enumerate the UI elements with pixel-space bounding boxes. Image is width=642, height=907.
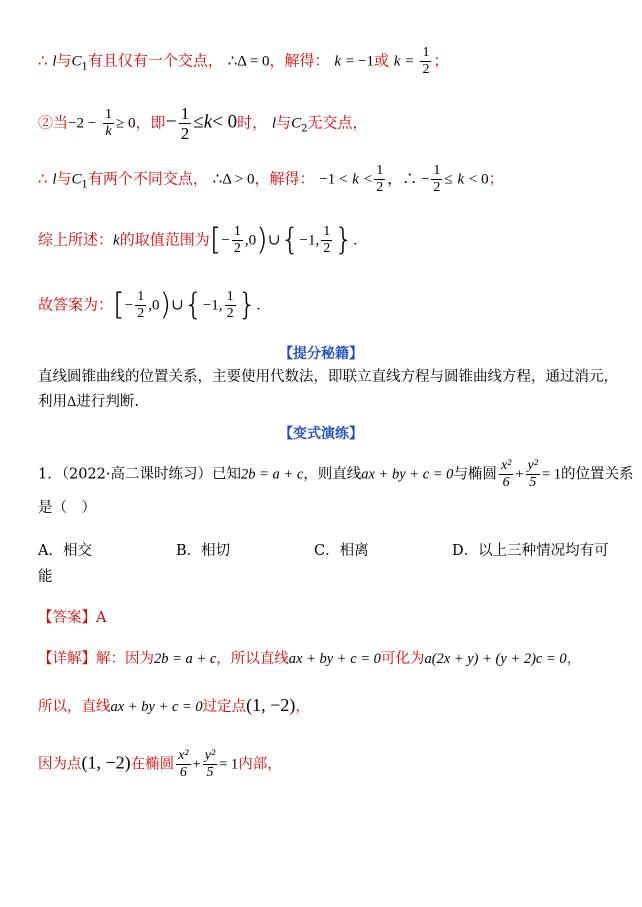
fraction bbox=[103, 107, 114, 140]
right-brace: } bbox=[237, 287, 257, 323]
answer-label: 【答案】 bbox=[38, 610, 96, 626]
section-heading-practice: 【变式演练】 bbox=[279, 426, 363, 442]
fraction bbox=[225, 289, 236, 322]
numerator: 1 bbox=[137, 289, 145, 304]
answer bbox=[38, 607, 106, 629]
fraction bbox=[179, 104, 192, 143]
math: ∪ bbox=[267, 232, 281, 249]
numerator: x² bbox=[500, 458, 512, 473]
math: ≥ 0 bbox=[115, 115, 136, 132]
option-d-continued: 能 bbox=[38, 569, 53, 585]
var-k: k bbox=[457, 171, 465, 188]
math: = 1 bbox=[541, 466, 562, 483]
numerator: 1 bbox=[233, 224, 241, 239]
text: ， bbox=[295, 699, 310, 715]
text: ，所以直线 bbox=[216, 651, 289, 667]
text: ，解得： bbox=[254, 169, 315, 188]
var-l: l bbox=[52, 53, 57, 70]
numerator: 1 bbox=[180, 104, 190, 123]
math: ∴Δ = 0 bbox=[227, 53, 270, 70]
detail-line-1 bbox=[38, 648, 581, 670]
var-k: k bbox=[334, 53, 341, 70]
math: −1 < bbox=[319, 171, 348, 188]
math: ∴Δ > 0 bbox=[212, 171, 255, 188]
numerator: y² bbox=[204, 748, 216, 763]
text: ，即 bbox=[135, 113, 166, 132]
text: 利用 bbox=[38, 394, 67, 410]
text: 在椭圆 bbox=[130, 756, 175, 773]
math: = bbox=[405, 53, 414, 70]
subscript: 1 bbox=[81, 61, 88, 73]
math: ,0 bbox=[244, 232, 257, 249]
math: ∪ bbox=[171, 297, 184, 314]
numerator: 1 bbox=[226, 289, 234, 304]
text: 内部， bbox=[238, 756, 282, 773]
detail-line-2 bbox=[38, 694, 310, 718]
answer-value: A bbox=[96, 610, 107, 626]
math: = −1 bbox=[345, 53, 374, 70]
fraction bbox=[526, 458, 540, 491]
numerator: x² bbox=[178, 748, 189, 763]
fraction bbox=[499, 458, 513, 491]
text: ，则直线 bbox=[303, 466, 362, 483]
text: 无交点， bbox=[307, 113, 368, 132]
therefore-symbol: ∴ bbox=[38, 169, 48, 188]
denominator: 2 bbox=[233, 241, 241, 256]
denominator: 6 bbox=[179, 765, 187, 780]
denominator: 6 bbox=[502, 475, 510, 490]
text: 与 bbox=[276, 113, 292, 132]
fraction bbox=[321, 224, 332, 257]
section-heading-tips: 【提分秘籍】 bbox=[279, 346, 363, 362]
numerator: 1 bbox=[422, 45, 430, 60]
var-k: k bbox=[352, 171, 359, 188]
text: ， bbox=[566, 651, 582, 667]
denominator: 2 bbox=[422, 62, 430, 77]
math: 2b = a + c bbox=[154, 651, 217, 667]
fraction bbox=[431, 163, 442, 196]
question-1-line-1 bbox=[38, 458, 634, 491]
math: − bbox=[124, 297, 134, 314]
right-paren: ) bbox=[256, 222, 268, 258]
math: + bbox=[192, 756, 201, 773]
var-l: l bbox=[52, 171, 57, 188]
denominator: 2 bbox=[323, 241, 331, 256]
denominator: 2 bbox=[433, 180, 441, 195]
numerator: 1 bbox=[104, 107, 112, 122]
text: 综上所述： bbox=[38, 230, 114, 249]
left-bracket: [ bbox=[113, 287, 125, 323]
option-d: D．以上三种情况均有可 bbox=[452, 543, 609, 559]
var-l: l bbox=[271, 115, 277, 132]
text: 与 bbox=[56, 51, 72, 70]
detail-label: 【详解】 bbox=[38, 651, 96, 667]
option-a: A．相交 bbox=[38, 543, 92, 559]
detail-line-3 bbox=[38, 748, 282, 781]
right-brace: } bbox=[334, 222, 354, 258]
text: 因为点 bbox=[38, 756, 82, 773]
denominator: 5 bbox=[206, 765, 214, 780]
math: < 0 bbox=[468, 171, 489, 188]
text: 故答案为： bbox=[38, 295, 114, 314]
text: 可化为 bbox=[380, 651, 425, 667]
math: 2b = a + c bbox=[241, 466, 304, 483]
denominator: 2 bbox=[180, 124, 190, 143]
text: ②当 bbox=[38, 113, 69, 132]
text: 与 bbox=[56, 169, 72, 188]
tips-paragraph-line-1: 直线圆锥曲线的位置关系，主要使用代数法，即联立直线方程与圆锥曲线方程，通过消元， bbox=[38, 369, 618, 385]
math: + bbox=[515, 466, 524, 483]
text: ； bbox=[433, 51, 449, 70]
text: ； bbox=[488, 169, 504, 188]
text: 的位置关系 bbox=[561, 466, 634, 483]
var-c: C bbox=[71, 171, 82, 188]
math: ax + by + c = 0 bbox=[361, 466, 454, 483]
solution-line-1 bbox=[38, 45, 448, 79]
left-bracket: [ bbox=[209, 222, 222, 258]
math: ≤ bbox=[193, 111, 204, 133]
var-c: C bbox=[71, 53, 82, 70]
fraction bbox=[420, 45, 431, 78]
var-k: k bbox=[393, 53, 401, 70]
text: 有且仅有一个交点， bbox=[87, 51, 223, 70]
text: 与椭圆 bbox=[453, 466, 497, 483]
solution-line-4 bbox=[38, 224, 357, 257]
text: 或 bbox=[373, 51, 389, 70]
math: − bbox=[221, 232, 230, 249]
math: < 0 bbox=[212, 111, 238, 133]
left-brace: { bbox=[280, 222, 300, 258]
math: Δ bbox=[67, 394, 77, 410]
denominator: 2 bbox=[137, 306, 145, 321]
math: ax + by + c = 0 bbox=[288, 651, 381, 667]
solution-line-2 bbox=[38, 104, 367, 143]
text: 过定点 bbox=[202, 699, 247, 715]
math: < bbox=[363, 171, 373, 188]
math: ,0 bbox=[148, 297, 160, 314]
var-k: k bbox=[113, 232, 120, 249]
fraction bbox=[203, 748, 217, 781]
text: 时， bbox=[237, 113, 268, 132]
answer-line bbox=[38, 289, 260, 322]
text: 进行判断. bbox=[76, 394, 139, 410]
numerator: 1 bbox=[323, 224, 331, 239]
math: −1, bbox=[202, 297, 223, 314]
fraction bbox=[374, 163, 385, 196]
text: 的取值范围为 bbox=[119, 230, 210, 249]
question-1-line-2: 是（ ） bbox=[38, 500, 96, 516]
option-c: C．相离 bbox=[314, 543, 369, 559]
denominator: 2 bbox=[376, 180, 384, 195]
numerator: 1 bbox=[376, 163, 384, 178]
denominator: k bbox=[105, 124, 112, 139]
tips-paragraph-line-2 bbox=[38, 391, 139, 413]
fraction bbox=[135, 289, 146, 322]
math: = 1 bbox=[219, 756, 239, 773]
right-paren: ) bbox=[159, 287, 172, 323]
math: ≤ bbox=[444, 171, 453, 188]
math: a(2x + y) + (y + 2)c = 0 bbox=[424, 651, 567, 667]
question-text: 1．（2022·高二课时练习）已知 bbox=[38, 466, 241, 483]
math: . bbox=[256, 297, 261, 314]
math: . bbox=[353, 232, 358, 249]
denominator: 2 bbox=[226, 306, 234, 321]
fraction bbox=[232, 224, 243, 257]
var-c: C bbox=[291, 115, 302, 132]
math: ，∴ − bbox=[387, 171, 430, 188]
fraction bbox=[176, 748, 190, 781]
math: ax + by + c = 0 bbox=[110, 699, 203, 715]
text: ，解得： bbox=[269, 51, 330, 70]
math: − bbox=[165, 110, 177, 133]
math: −1, bbox=[299, 232, 320, 249]
subscript: 1 bbox=[81, 179, 88, 191]
text: 解：因为 bbox=[96, 651, 154, 667]
option-b: B．相切 bbox=[176, 543, 231, 559]
text: 有两个不同交点， bbox=[87, 169, 208, 188]
numerator: y² bbox=[527, 458, 538, 473]
math: (1, −2) bbox=[246, 695, 296, 715]
math: −2 − bbox=[68, 115, 97, 132]
text: 所以，直线 bbox=[38, 699, 111, 715]
solution-line-3 bbox=[38, 163, 504, 197]
left-brace: { bbox=[183, 287, 203, 323]
therefore-symbol: ∴ bbox=[38, 51, 48, 70]
var-k: k bbox=[203, 111, 213, 133]
denominator: 5 bbox=[529, 475, 537, 490]
math: (1, −2) bbox=[81, 752, 131, 773]
subscript: 2 bbox=[301, 123, 308, 135]
numerator: 1 bbox=[433, 163, 441, 178]
